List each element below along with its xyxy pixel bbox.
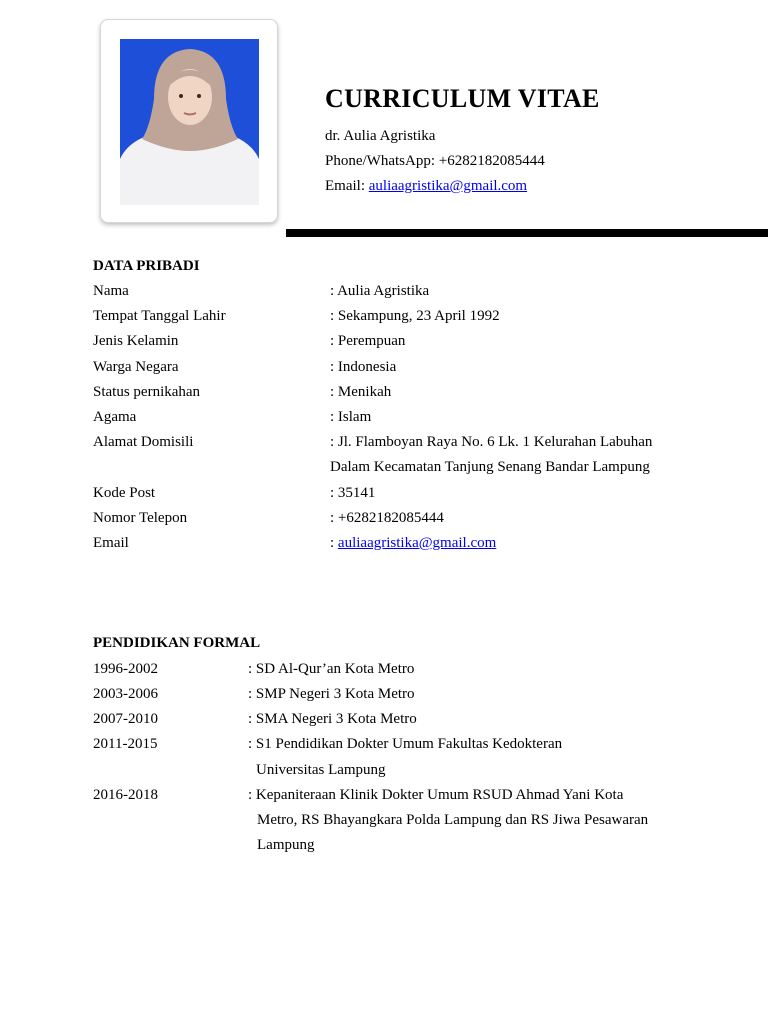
header-email-link[interactable]: auliaagristika@gmail.com [368, 178, 528, 194]
personal-label: Agama [93, 409, 137, 425]
education-years: 2007-2010 [93, 711, 158, 727]
header-phone: Phone/WhatsApp: +6282182085444 [325, 153, 545, 169]
personal-label: Kode Post [93, 485, 156, 501]
personal-value: : +6282182085444 [330, 510, 444, 526]
education-years: 1996-2002 [93, 661, 158, 677]
personal-value: : Aulia Agristika [330, 283, 430, 299]
education-value: : SMA Negeri 3 Kota Metro [248, 711, 417, 727]
personal-label: Nama [93, 283, 129, 299]
education-value: : Kepaniteraan Klinik Dokter Umum RSUD Ahmad Yani Kota [248, 787, 624, 803]
header-email [325, 178, 527, 195]
education-value: : SD Al-Qur’an Kota Metro [248, 661, 415, 677]
personal-value: : 35141 [330, 485, 376, 501]
personal-label: Email [93, 535, 129, 551]
personal-value: : Islam [330, 409, 372, 425]
personal-value: : Menikah [330, 384, 392, 400]
personal-label: Warga Negara [93, 359, 179, 375]
education-value: Lampung [257, 837, 315, 853]
personal-value [330, 531, 496, 556]
education-value: : S1 Pendidikan Dokter Umum Fakultas Kedokteran [248, 736, 563, 752]
personal-label: Status pernikahan [93, 384, 201, 400]
section-title-pendidikan: PENDIDIKAN FORMAL [93, 635, 261, 651]
personal-label: Jenis Kelamin [93, 333, 179, 349]
personal-value: : Indonesia [330, 359, 397, 375]
education-years: 2011-2015 [93, 736, 158, 752]
education-years: 2003-2006 [93, 686, 158, 702]
education-value: Universitas Lampung [256, 762, 386, 778]
personal-value: Dalam Kecamatan Tanjung Senang Bandar Lampung [330, 459, 650, 475]
personal-value: : Perempuan [330, 333, 406, 349]
header-email-label: Email: [325, 178, 369, 194]
email-prefix: : [330, 535, 338, 551]
cv-title: CURRICULUM VITAE [325, 84, 600, 113]
header-divider [286, 229, 768, 237]
personal-label: Tempat Tanggal Lahir [93, 308, 226, 324]
education-value: Metro, RS Bhayangkara Polda Lampung dan RS Jiwa Pesawaran [257, 812, 649, 828]
personal-label: Alamat Domisili [93, 434, 194, 450]
profile-photo-frame [100, 19, 278, 223]
section-title-data-pribadi: DATA PRIBADI [93, 258, 200, 274]
personal-label: Nomor Telepon [93, 510, 188, 526]
header-name: dr. Aulia Agristika [325, 128, 436, 144]
personal-value: : Sekampung, 23 April 1992 [330, 308, 500, 324]
personal-email-link[interactable]: auliaagristika@gmail.com [337, 535, 497, 551]
education-value: : SMP Negeri 3 Kota Metro [248, 686, 415, 702]
education-years: 2016-2018 [93, 787, 158, 803]
profile-photo [120, 39, 259, 205]
personal-value: : Jl. Flamboyan Raya No. 6 Lk. 1 Kelurahan Labuhan [330, 434, 653, 450]
